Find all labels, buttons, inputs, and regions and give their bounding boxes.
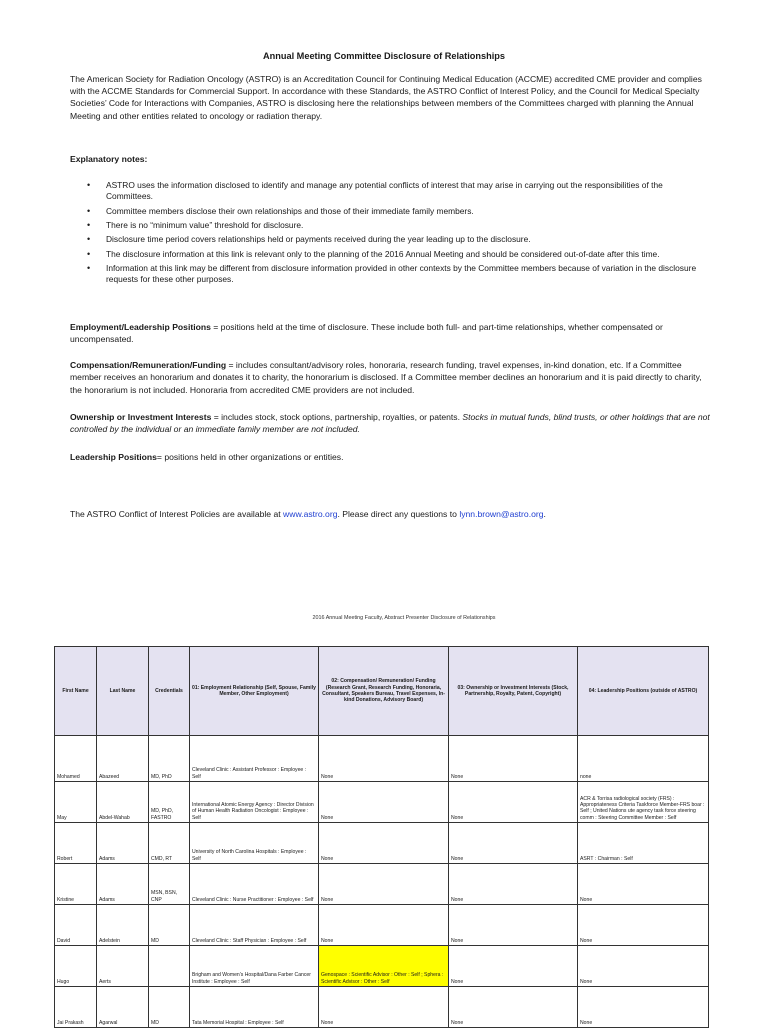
- cell-first-name: Hugo: [55, 946, 97, 987]
- cell-credentials: MD: [149, 905, 190, 946]
- cell-employment: International Atomic Energy Agency : Director Division of Human Health Radiation Oncologist : Employee : Self: [190, 782, 319, 823]
- definition-employment: [70, 321, 710, 346]
- definition-term: Ownership or Investment Interests: [70, 412, 212, 422]
- cell-ownership: None: [449, 864, 578, 905]
- cell-compensation: None: [319, 736, 449, 782]
- cell-first-name: Robert: [55, 823, 97, 864]
- definition-term: Leadership Positions: [70, 452, 157, 462]
- header-compensation: 02: Compensation/ Remuneration/ Funding (Research Grant, Research Funding, Honoraria, Consultant, Speakers Bureau, Travel Expenses, In-kind Donations, Advisory Board): [319, 647, 449, 736]
- policy-suffix: .: [543, 509, 546, 519]
- header-last-name: Last Name: [97, 647, 149, 736]
- cell-credentials: MSN, BSN, CNP: [149, 864, 190, 905]
- definition-text: = positions held at the time of disclosure. These include both full- and part-time relationships, whether compensated or uncompensated.: [70, 322, 663, 345]
- cell-leadership: ACR & Torrisa radiological society (FRS) : Appropriateness Criteria Taskforce Member-FRS boar : Self ; United Nations ute agency task force steering comm : Steering Committee Member : Self: [578, 782, 709, 823]
- cell-ownership: None: [449, 736, 578, 782]
- cell-last-name: Agarwal: [97, 987, 149, 1028]
- header-credentials: Credentials: [149, 647, 190, 736]
- cell-leadership: ASRT : Chairman : Self: [578, 823, 709, 864]
- cell-compensation: None: [319, 864, 449, 905]
- definition-note: Stocks in mutual funds, blind trusts, or other holdings that are not controlled by the individual or an immediate family member are not included.: [70, 412, 710, 435]
- definition-compensation: [70, 359, 710, 396]
- policy-prefix: The ASTRO Conflict of Interest Policies are available at: [70, 509, 284, 519]
- definition-ownership: [70, 411, 710, 436]
- cell-compensation: None: [319, 987, 449, 1028]
- table-row: [55, 823, 709, 864]
- table-row: [55, 987, 709, 1028]
- cell-ownership: None: [449, 905, 578, 946]
- intro-paragraph: The American Society for Radiation Oncology (ASTRO) is an Accreditation Council for Continuing Medical Education (ACCME) accredited CME provider and complies with the ACCME Standards for Commercial Support. In accordance with these Standards, the ASTRO Conflict of Interest Policy, and the Council for Medical Specialty Societies’ Code for Interactions with Companies, ASTRO is disclosing here the relationships between members of the Committees charged with planning the Annual Meeting and other entities related to oncology or radiation therapy.: [70, 74, 702, 121]
- cell-employment: Cleveland Clinic : Assistant Professor : Employee : Self: [190, 736, 319, 782]
- cell-compensation-highlighted: Genospace : Scientific Advisor : Other : Self ; Sphera : Scientific Advisor : Other : Self: [319, 946, 449, 987]
- cell-ownership: None: [449, 987, 578, 1028]
- cell-first-name: Kristine: [55, 864, 97, 905]
- policy-middle: . Please direct any questions to: [337, 509, 460, 519]
- cell-first-name: Mohamed: [55, 736, 97, 782]
- cell-last-name: Abazeed: [97, 736, 149, 782]
- cell-employment: University of North Carolina Hospitals : Employee : Self: [190, 823, 319, 864]
- header-first-name: First Name: [55, 647, 97, 736]
- astro-website-link[interactable]: www.astro.org: [283, 509, 338, 519]
- note-item: • There is no “minimum value” threshold for disclosure.: [70, 220, 710, 231]
- table-header-row: [55, 647, 709, 736]
- cell-last-name: Adams: [97, 823, 149, 864]
- cell-last-name: Adams: [97, 864, 149, 905]
- cell-credentials: MD: [149, 987, 190, 1028]
- notes-list: [70, 180, 710, 289]
- table-row: [55, 946, 709, 987]
- definition-term: Compensation/Remuneration/Funding: [70, 360, 227, 370]
- cell-leadership: None: [578, 905, 709, 946]
- table-row: [55, 864, 709, 905]
- table-row: [55, 905, 709, 946]
- disclosure-table: [54, 646, 709, 1028]
- cell-last-name: Abdel-Wahab: [97, 782, 149, 823]
- header-employment: 01: Employment Relationship (Self, Spouse, Family Member, Other Employment): [190, 647, 319, 736]
- note-item: • The disclosure information at this link is relevant only to the planning of the 2016 Annual Meeting and should be considered out-of-date after this time.: [70, 249, 710, 260]
- contact-email-link[interactable]: lynn.brown@astro.org: [459, 509, 544, 519]
- notes-heading: Explanatory notes:: [70, 154, 148, 164]
- document-title: Annual Meeting Committee Disclosure of Relationships: [263, 51, 505, 61]
- cell-employment: Cleveland Clinic : Nurse Practitioner : Employee : Self: [190, 864, 319, 905]
- definition-leadership: [70, 451, 710, 463]
- note-item: • Committee members disclose their own relationships and those of their immediate family members.: [70, 206, 710, 217]
- cell-first-name: May: [55, 782, 97, 823]
- note-item: • ASTRO uses the information disclosed to identify and manage any potential conflicts of interest that may arise in carrying out the responsibilities of the Committees.: [70, 180, 710, 202]
- cell-employment: Tata Memorial Hospital : Employee : Self: [190, 987, 319, 1028]
- policy-statement: [70, 508, 710, 520]
- note-item: • Disclosure time period covers relationships held or payments received during the year leading up to the disclosure.: [70, 234, 710, 245]
- cell-credentials: MD, PhD: [149, 736, 190, 782]
- cell-compensation: None: [319, 905, 449, 946]
- cell-ownership: None: [449, 823, 578, 864]
- cell-first-name: Jai Prakash: [55, 987, 97, 1028]
- cell-last-name: Adelstein: [97, 905, 149, 946]
- header-ownership: 03: Ownership or Investment Interests (Stock, Partnership, Royalty, Patent, Copyright): [449, 647, 578, 736]
- cell-first-name: David: [55, 905, 97, 946]
- cell-ownership: None: [449, 782, 578, 823]
- cell-credentials: CMD, RT: [149, 823, 190, 864]
- cell-employment: Cleveland Clinic : Staff Physician : Employee : Self: [190, 905, 319, 946]
- cell-employment: Brigham and Women's Hospital/Dana Farber Cancer Institute : Employee : Self: [190, 946, 319, 987]
- definition-text: = positions held in other organizations or entities.: [156, 452, 344, 462]
- table-row: [55, 736, 709, 782]
- cell-leadership: none: [578, 736, 709, 782]
- definition-text: = includes consultant/advisory roles, honoraria, research funding, travel expenses, in-kind donation, etc. If a Committee member receives an honorarium and donates it to charity, the honorarium is disclosed. If a Committee member declines an honorarium and it is paid directly to charity, the honorarium is not included. Honoraria from accredited CME providers are not included.: [70, 360, 702, 395]
- table-row: [55, 782, 709, 823]
- cell-leadership: None: [578, 946, 709, 987]
- cell-credentials: MD, PhD, FASTRO: [149, 782, 190, 823]
- cell-compensation: None: [319, 823, 449, 864]
- cell-compensation: None: [319, 782, 449, 823]
- definition-term: Employment/Leadership Positions: [70, 322, 211, 332]
- table-caption: 2016 Annual Meeting Faculty, Abstract Presenter Disclosure of Relationships: [312, 615, 496, 621]
- cell-last-name: Aerts: [97, 946, 149, 987]
- cell-leadership: None: [578, 864, 709, 905]
- cell-leadership: None: [578, 987, 709, 1028]
- header-leadership: 04: Leadership Positions (outside of ASTRO): [578, 647, 709, 736]
- cell-ownership: None: [449, 946, 578, 987]
- definition-text: = includes stock, stock options, partnership, royalties, or patents.: [211, 412, 463, 422]
- note-item: • Information at this link may be different from disclosure information provided in other contexts by the Committee members because of variation in the disclosure requests for these other purposes.: [70, 263, 710, 285]
- cell-credentials: [149, 946, 190, 987]
